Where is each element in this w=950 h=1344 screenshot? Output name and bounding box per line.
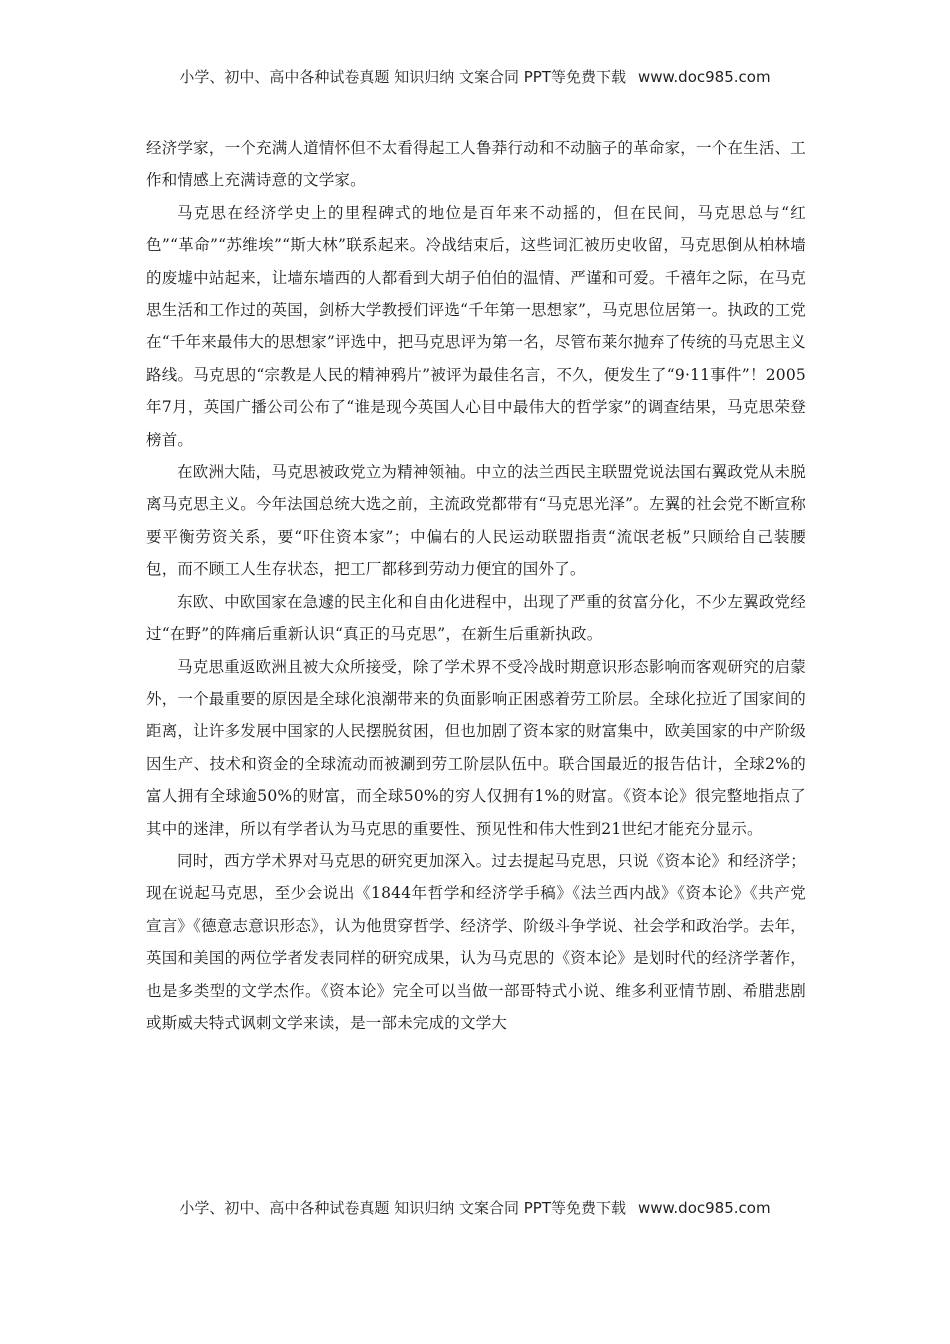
paragraph: 东欧、中欧国家在急遽的民主化和自由化进程中，出现了严重的贫富分化，不少左翼政党经过“在野”的阵痛后重新认识“真正的马克思”，在新生后重新执政。 [146,592,806,644]
header-banner-url[interactable]: www.doc985.com [637,68,771,86]
paragraph: 马克思重返欧洲且被大众所接受，除了学术界不受冷战时期意识形态影响而客观研究的启蒙外，一个最重要的原因是全球化浪潮带来的负面影响正困惑着劳工阶层。全球化拉近了国家间的距离，让许多发展中国家的人民摆脱贫困，但也加剧了资本家的财富集中，欧美国家的中产阶级因生产、技术和资金的全球流动而被涮到劳工阶层队伍中。联合国最近的报告估计，全球2%的富人拥有全球逾50%的财富，而全球50%的穷人仅拥有1%的财富。《资本论》很完整地指点了其中的迷津，所以有学者认为马克思的重要性、预见性和伟大性到21世纪才能充分显示。 [146,657,806,838]
footer-banner [0,1197,950,1218]
paragraph: 马克思在经济学史上的里程碑式的地位是百年来不动摇的，但在民间，马克思总与“红色”“革命”“苏维埃”“斯大林”联系起来。冷战结束后，这些词汇被历史收留，马克思倒从柏林墙的废墟中站起来，让墙东墙西的人都看到大胡子伯伯的温情、严谨和可爱。千禧年之际，在马克思生活和工作过的英国，剑桥大学教授们评选“千年第一思想家”，马克思位居第一。执政的工党在“千年来最伟大的思想家”评选中，把马克思评为第一名，尽管布莱尔抛弃了传统的马克思主义路线。马克思的“宗教是人民的精神鸦片”被评为最佳名言，不久，便发生了“9·11事件”！2005年7月，英国广播公司公布了“谁是现今英国人心目中最伟大的哲学家”的调查结果，马克思荣登榜首。 [146,203,806,449]
paragraph: 在欧洲大陆，马克思被政党立为精神领袖。中立的法兰西民主联盟党说法国右翼政党从未脱离马克思主义。今年法国总统大选之前，主流政党都带有“马克思光泽”。左翼的社会党不断宣称要平衡劳资关系，要“吓住资本家”；中偏右的人民运动联盟指责“流氓老板”只顾给自己装腰包，而不顾工人生存状态，把工厂都移到劳动力便宜的国外了。 [146,463,806,579]
header-banner-text: 小学、初中、高中各种试卷真题 知识归纳 文案合同 PPT等免费下载 [179,68,626,86]
header-banner [0,66,950,87]
footer-banner-text: 小学、初中、高中各种试卷真题 知识归纳 文案合同 PPT等免费下载 [179,1199,626,1217]
article-body [146,132,806,1039]
paragraph: 经济学家，一个充满人道情怀但不太看得起工人鲁莽行动和不动脑子的革命家，一个在生活、工作和情感上充满诗意的文学家。 [146,139,806,190]
paragraph: 同时，西方学术界对马克思的研究更加深入。过去提起马克思，只说《资本论》和经济学；现在说起马克思，至少会说出《1844年哲学和经济学手稿》《法兰西内战》《资本论》《共产党宣言》《德意志意识形态》，认为他贯穿哲学、经济学、阶级斗争学说、社会学和政治学。去年，英国和美国的两位学者发表同样的研究成果，认为马克思的《资本论》是划时代的经济学著作，也是多类型的文学杰作。《资本论》完全可以当做一部哥特式小说、维多利亚情节剧、希腊悲剧或斯威夫特式讽刺文学来读，是一部未完成的文学大 [146,851,806,1032]
footer-banner-url[interactable]: www.doc985.com [637,1199,771,1217]
